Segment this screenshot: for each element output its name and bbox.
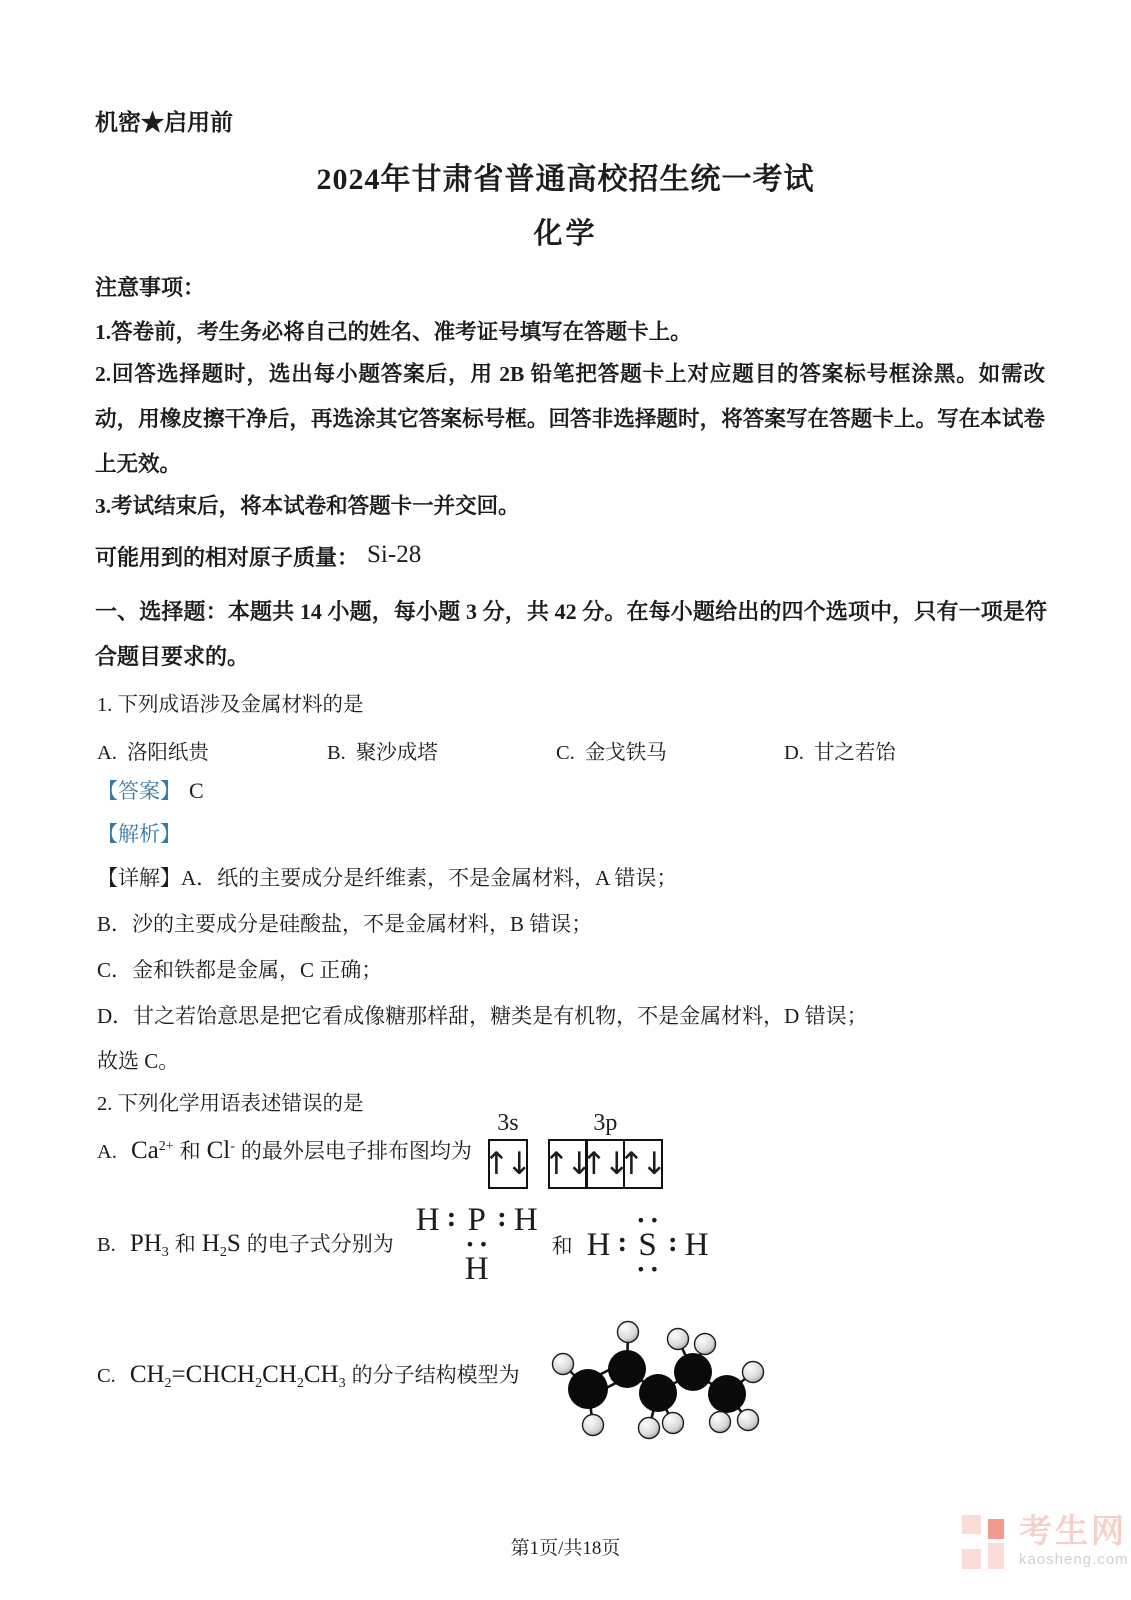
lewis-structure-h2s [585, 1210, 711, 1279]
formula-pentene: =CHCH [171, 1361, 256, 1389]
lewis-bond-dots: •• [465, 1235, 493, 1254]
page-number: 第1页/共18页 [510, 1538, 621, 1559]
electron-orbital-diagram [483, 1110, 665, 1189]
detail-line-b: B．沙的主要成分是硅酸盐，不是金属材料，B 错误； [97, 912, 593, 936]
orbital-3s-group [483, 1110, 530, 1189]
question-1-option-b [327, 735, 438, 765]
conjunction: 和 [174, 1232, 196, 1257]
answer-line [97, 775, 204, 805]
lewis-lone-pair: •• [636, 1259, 664, 1279]
question-1-option-c [556, 735, 667, 765]
conjunction: 和 [551, 1234, 573, 1258]
orbital-box-3p-3: ↑↓ [623, 1139, 663, 1189]
kaosheng-watermark [962, 1513, 1129, 1571]
exam-subject: 化学 [533, 218, 598, 250]
option-c-description: 的分子结构模型为 [351, 1363, 520, 1388]
option-b-description: 的电子式分别为 [246, 1232, 394, 1257]
lewis-atom-h: H [586, 1226, 611, 1263]
orbital-3p-group [543, 1110, 665, 1189]
formula-superscript: - [230, 1139, 235, 1154]
formula-pentene: CH [303, 1361, 339, 1389]
lewis-atom-h: H [415, 1202, 440, 1238]
detail-line-a [97, 862, 677, 892]
formula-subscript: 2 [296, 1376, 304, 1392]
option-b-text [97, 1228, 400, 1261]
note-item-3: 3.考试结束后，将本试卷和答题卡一并交回。 [95, 494, 520, 518]
lewis-bond-pair: : [617, 1225, 628, 1258]
question-2-option-a [97, 1108, 663, 1192]
formula-pentene: CH [262, 1361, 297, 1389]
question-1-option-a [97, 735, 209, 765]
question-1-stem: 1. 下列成语涉及金属材料的是 [97, 694, 364, 716]
conjunction: 和 [179, 1139, 201, 1163]
kaosheng-logo-icon [962, 1513, 1010, 1571]
option-a-text [97, 1135, 478, 1165]
orbital-box-3p-1: ↑↓ [548, 1139, 588, 1189]
formula-ca: Ca [130, 1137, 159, 1164]
lewis-structure-ph3 [414, 1201, 540, 1287]
formula-pentene: CH [129, 1361, 165, 1389]
confidential-marking: 机密★启用前 [95, 110, 233, 135]
option-a-description: 的最外层电子排布图均为 [240, 1139, 472, 1163]
question-1-options [97, 735, 1047, 763]
formula-h2s: H [201, 1230, 220, 1258]
kaosheng-logo-domain: kaosheng.com [1019, 1551, 1129, 1568]
lewis-bond-pair: : [497, 1201, 507, 1233]
formula-superscript: 2+ [158, 1139, 174, 1154]
orbital-box-3s: ↑↓ [488, 1139, 528, 1189]
molecular-model-pentene [534, 1281, 784, 1471]
detail-text: A．纸的主要成分是纤维素，不是金属材料，A 错误； [181, 866, 678, 890]
formula-subscript: 3 [161, 1245, 169, 1261]
option-label: C. [556, 742, 575, 764]
lewis-bond-pair: : [668, 1225, 678, 1258]
formula-subscript: 3 [338, 1376, 346, 1392]
notes-heading: 注意事项： [95, 275, 206, 300]
lewis-bond-pair: : [446, 1201, 457, 1233]
lewis-atom-h: H [464, 1251, 489, 1287]
option-c-text [97, 1359, 526, 1392]
analysis-line [97, 818, 181, 848]
option-label: D. [784, 742, 804, 764]
option-label: B. [97, 1234, 116, 1257]
formula-h2s-s: S [226, 1230, 241, 1258]
lewis-atom-h: H [513, 1202, 538, 1238]
formula-subscript: 2 [255, 1376, 263, 1392]
lewis-atom-h: H [684, 1226, 709, 1263]
option-label: A. [97, 1141, 117, 1163]
option-text: 金戈铁马 [584, 742, 667, 764]
orbital-box-3p-2: ↑↓ [585, 1139, 625, 1189]
exam-title: 2024年甘肃省普通高校招生统一考试 [316, 163, 815, 196]
option-label: B. [327, 742, 346, 764]
carbon-atoms [568, 1350, 746, 1413]
detail-line-c: C．金和铁都是金属，C 正确； [97, 958, 383, 982]
detail-line-d: D．甘之若饴意思是把它看成像糖那样甜，糖类是有机物，不是金属材料，D 错误； [97, 1004, 868, 1028]
formula-subscript: 2 [219, 1245, 227, 1261]
note-item-1: 1.答卷前，考生务必将自己的姓名、准考证号填写在答题卡上。 [95, 320, 692, 344]
orbital-3s-label: 3s [497, 1110, 519, 1136]
detail-tag: 【详解】 [97, 866, 181, 890]
lewis-lone-pair: •• [636, 1210, 664, 1230]
formula-subscript: 2 [164, 1376, 172, 1392]
lewis-atom-s: S [638, 1226, 657, 1263]
answer-tag: 【答案】 [97, 779, 181, 803]
analysis-tag: 【解析】 [97, 822, 181, 846]
option-label: A. [97, 742, 117, 764]
question-2-stem: 2. 下列化学用语表述错误的是 [97, 1093, 364, 1115]
option-text: 聚沙成塔 [355, 742, 438, 764]
atomic-mass-line [95, 541, 421, 572]
orbital-3p-label: 3p [593, 1110, 618, 1136]
question-2-option-c [97, 1280, 784, 1472]
lewis-atom-p: P [467, 1202, 486, 1238]
section-heading: 一、选择题：本题共 14 小题，每小题 3 分，共 42 分。在每小题给出的四个选项中，只有一项是符合题目要求的。 [95, 599, 1047, 669]
atomic-mass-label: 可能用到的相对原子质量： [95, 545, 360, 570]
formula-ph3: PH [129, 1230, 162, 1258]
kaosheng-logo-cn: 考生网 [1019, 1512, 1127, 1549]
note-item-2: 2.回答选择题时，选出每小题答案后，用 2B 铅笔把答题卡上对应题目的答案标号框涂黑。如需改动，用橡皮擦干净后，再选涂其它答案标号框。回答非选择题时，将答案写在答题卡上。写在本试卷上无效。 [95, 362, 1045, 476]
option-text: 甘之若饴 [813, 742, 896, 764]
atomic-mass-value: Si-28 [367, 541, 422, 568]
detail-conclusion: 故选 C。 [97, 1049, 180, 1073]
option-text: 洛阳纸贵 [126, 742, 209, 764]
formula-cl: Cl [206, 1137, 231, 1164]
option-label: C. [97, 1365, 116, 1388]
answer-value: C [189, 778, 204, 803]
question-1-option-d [784, 735, 896, 765]
